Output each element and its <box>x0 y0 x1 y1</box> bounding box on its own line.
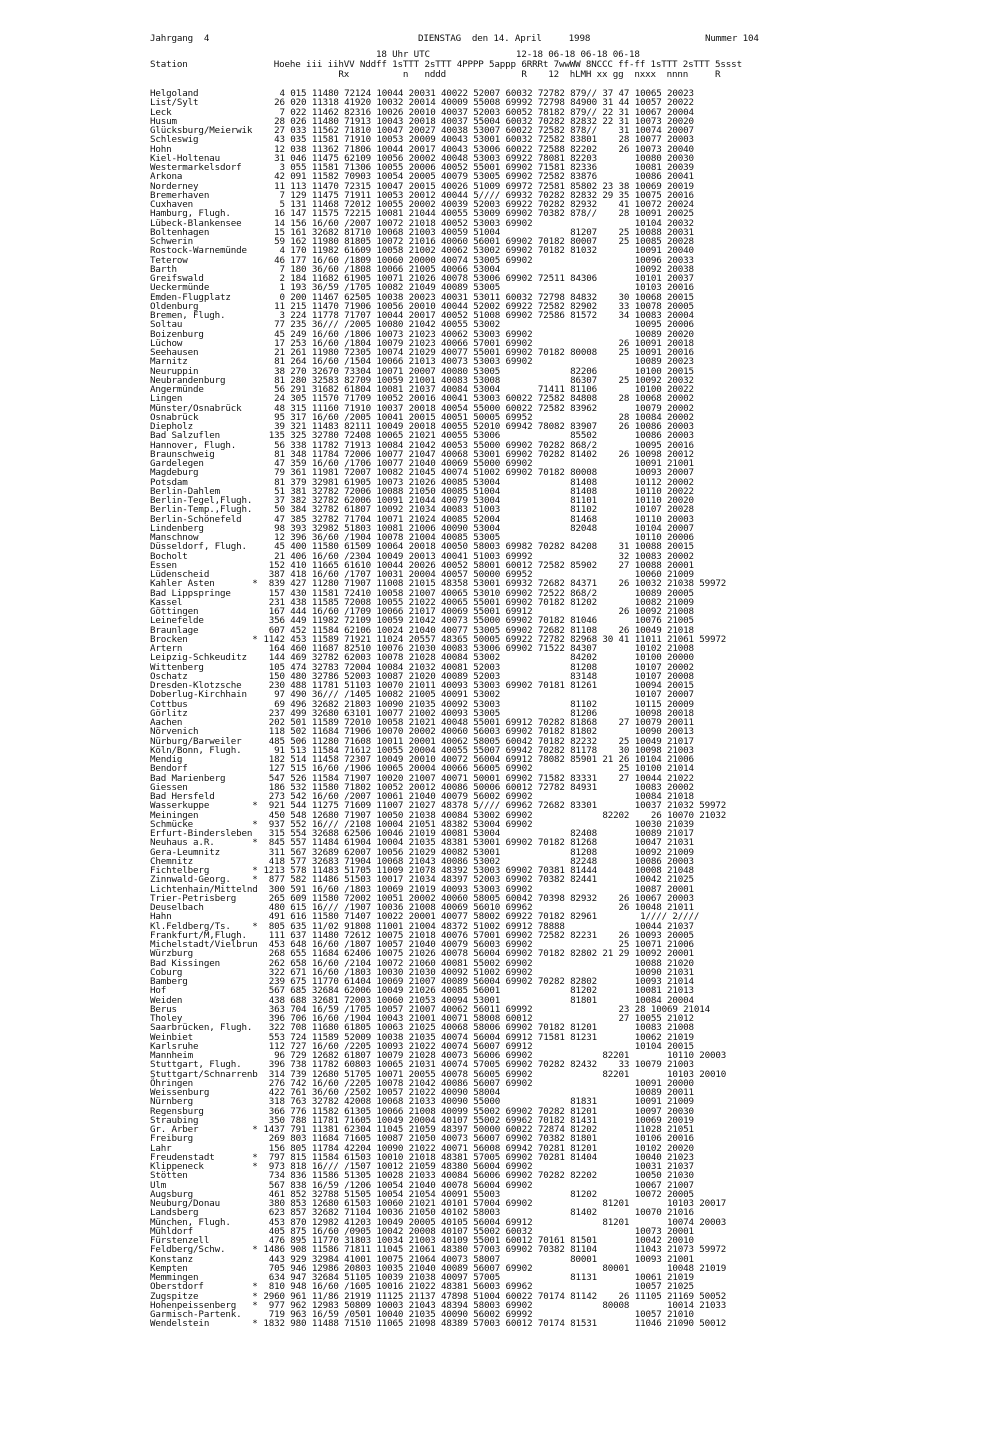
station-values: 150 480 32786 52003 10087 21020 40089 52003 83148 10107 20008 <box>258 670 694 682</box>
station-name: Norderney <box>150 180 199 192</box>
station-values: 16 147 11575 72215 10081 21044 40055 53009 69902 70382 878// 28 10091 20025 <box>258 208 694 220</box>
station-values: 480 615 16/// /1907 10036 21008 40069 56010 69962 26 10048 21011 <box>258 902 694 913</box>
station-name: Ulm <box>150 1179 167 1191</box>
station-values: 156 805 11784 42204 10090 21022 40071 56008 69942 70281 81201 10102 20020 <box>258 1142 694 1154</box>
station-name: Bremerhaven <box>150 189 210 201</box>
station-values: 77 235 36/// /2005 10080 21042 40055 53002 10095 20006 <box>258 319 694 331</box>
station-values: 4 015 11480 72124 10044 20031 40022 52007 60032 72782 879// 37 47 10065 20023 <box>258 88 694 99</box>
station-values: 268 655 11684 62406 10075 21026 40078 56004 69902 70182 82802 21 29 10092 20001 <box>258 948 694 960</box>
station-values: 276 742 16/60 /2205 10078 21042 40086 56007 69902 10091 20000 <box>258 1077 694 1089</box>
station-values: 719 963 16/59 /0501 10040 21035 40090 56002 69992 10057 21010 <box>258 1309 694 1320</box>
station-values: 1213 578 11483 51705 11009 21078 48392 53003 69902 70381 81444 10008 21048 <box>258 865 694 876</box>
station-name: Schleswig <box>150 134 199 146</box>
station-values: 366 776 11582 61305 10066 21008 40099 55002 69902 70282 81201 10097 20030 <box>258 1105 694 1117</box>
station-values: 56 291 31682 61804 10081 21037 40084 53004 71411 81106 10100 20022 <box>258 384 694 395</box>
station-name: Diepholz <box>150 421 194 432</box>
station-name: Giessen <box>150 781 188 793</box>
station-values: 705 946 12986 20803 10035 21040 40089 56007 69902 80001 10048 21019 <box>258 1262 727 1274</box>
station-name: Öhringen <box>150 1077 194 1089</box>
station-name: Mendig <box>150 754 183 765</box>
station-name: Kahler Asten * <box>150 578 258 590</box>
station-name: Köln/Bonn, Flugh. <box>150 744 242 756</box>
table-header <box>150 50 910 80</box>
station-name: Bendorf <box>150 763 188 775</box>
station-name: Dresden-Klotzsche <box>150 680 242 691</box>
station-name: Freiburg <box>150 1133 194 1145</box>
station-name: Berlin-Schönefeld <box>150 513 242 525</box>
station-values: 2960 961 11/86 21919 11125 21137 47898 51004 60022 70174 81142 26 11105 21169 50052 <box>258 1290 727 1302</box>
station-name: Düsseldorf, Flugh. <box>150 541 247 553</box>
station-values: 623 857 32682 71104 10036 21050 40102 58003 81402 10070 21016 <box>258 1207 694 1219</box>
station-values: 135 325 32780 72408 10065 21021 40055 53006 85502 10086 20003 <box>258 430 694 442</box>
station-name: Schwerin <box>150 236 194 247</box>
station-values: 239 675 11770 61404 10069 21007 40089 56004 69902 70282 82802 10093 21014 <box>258 976 694 987</box>
station-name: Konstanz <box>150 1253 194 1265</box>
station-values: 39 321 11483 82111 10049 20018 40055 52010 69942 78082 83907 26 10086 20003 <box>258 421 694 432</box>
station-values: 921 544 11275 71609 11007 21027 48378 5//// 69962 72682 83301 10037 21032 59972 <box>258 800 727 812</box>
station-name: Bad Lippspringe <box>150 587 231 599</box>
station-values: 47 359 16/60 /1706 10077 21040 40069 55000 69902 10091 21001 <box>258 458 694 469</box>
station-values: 810 948 16/60 /1605 10016 21022 48381 56003 69962 10057 21025 <box>258 1281 694 1293</box>
station-name: Wasserkuppe * <box>150 800 258 812</box>
station-values: 152 410 11665 61610 10044 20026 40052 58001 60012 72582 85902 27 10088 20001 <box>258 559 694 571</box>
station-name: List/Sylt <box>150 97 199 109</box>
station-name: Kempten <box>150 1262 188 1274</box>
station-values: 405 875 16/60 /0905 10042 20008 40107 55002 60032 10073 20001 <box>258 1225 694 1237</box>
station-values: 453 870 12982 41203 10049 20005 40105 56004 69912 81201 10074 20003 <box>258 1216 727 1228</box>
station-name: Hohn <box>150 143 172 155</box>
station-name: Hohenpeissenberg * <box>150 1299 258 1311</box>
station-values: 4 170 11982 61609 10058 21002 40062 53002 69902 70182 81032 10091 20040 <box>258 245 694 257</box>
station-name: Magdeburg <box>150 467 199 479</box>
station-name: Cottbus <box>150 698 188 710</box>
station-values: 485 506 11280 71608 10011 20001 40062 58005 60042 70182 82232 25 10049 21017 <box>258 735 694 747</box>
station-values: 59 162 11980 81805 10072 21016 40060 56001 69902 70182 80007 25 10085 20028 <box>258 236 694 247</box>
station-name: Oschatz <box>150 670 188 682</box>
station-name: Bad Kissingen <box>150 957 220 969</box>
station-values: 144 469 32782 62003 10078 21028 40084 53002 84202 10100 20000 <box>258 652 694 664</box>
station-name: Nürnberg <box>150 1096 194 1108</box>
station-name: Essen <box>150 559 177 571</box>
station-name: Braunlage <box>150 624 199 636</box>
station-name: Marnitz <box>150 356 188 368</box>
station-values: 112 727 16/60 /2205 10093 21022 40074 56007 69912 10104 20015 <box>258 1040 694 1052</box>
station-values: 17 253 16/60 /1804 10079 21023 40066 57001 69902 26 10091 20018 <box>258 337 694 349</box>
station-name: Berlin-Tegel,Flugh. <box>150 495 253 506</box>
station-values: 186 532 11580 71802 10052 20012 40086 50006 60012 72782 84931 10083 20002 <box>258 781 694 793</box>
station-name: Stötten <box>150 1170 188 1182</box>
station-values: 356 449 11982 72109 10059 21042 40073 55000 69902 70182 81046 10076 21005 <box>258 615 694 627</box>
station-values: 111 637 11480 72612 10075 21018 40076 57001 69902 72582 82231 26 10093 20005 <box>258 929 694 941</box>
station-name: Lingen <box>150 393 183 405</box>
station-name: Straubing <box>150 1114 199 1126</box>
station-values: 547 526 11584 71907 10020 21007 40071 50001 69902 71582 83331 27 10044 21022 <box>258 772 694 784</box>
station-values: 322 671 16/60 /1803 10030 21030 40092 51002 69902 10090 21031 <box>258 966 694 978</box>
station-values: 47 385 32782 71704 10071 21024 40085 52004 81468 10110 20003 <box>258 513 694 525</box>
page-header <box>150 34 780 46</box>
station-name: Freudenstadt * <box>150 1151 258 1163</box>
station-name: Wittenberg <box>150 661 204 673</box>
station-name: Bad Hersfeld <box>150 791 215 802</box>
station-name: Landsberg <box>150 1207 199 1219</box>
station-values: 422 761 36/60 /2502 10057 21022 40090 58004 10089 20011 <box>258 1087 694 1098</box>
station-values: 461 852 32788 51505 10054 21054 40091 55003 81202 10072 20005 <box>258 1188 694 1200</box>
station-values: 311 567 32689 62007 10056 21029 40082 53001 81208 10092 21009 <box>258 846 694 858</box>
station-values: 43 035 11581 71910 10053 20009 40043 53001 60032 72582 83801 28 10077 20003 <box>258 134 694 146</box>
station-values: 491 616 11580 71407 10022 20001 40077 58002 69922 70182 82961 1//// 2//// <box>258 911 700 923</box>
station-values: 476 895 11770 31803 10034 21003 40109 55001 60012 70161 81501 10042 20010 <box>258 1235 694 1246</box>
station-values: 1 193 36/59 /1705 10082 21049 40089 53005 10103 20016 <box>258 282 694 294</box>
station-name: Frankfurt/M,Flugh. <box>150 929 247 941</box>
station-values: 300 591 16/60 /1803 10069 21019 40093 53003 69902 10087 20001 <box>258 883 694 895</box>
station-name: Hof <box>150 985 167 997</box>
station-name: Münster/Osnabrück <box>150 402 242 414</box>
station-values: 977 962 12983 50809 10003 21043 48394 58003 69902 80008 10014 21033 <box>258 1299 727 1311</box>
station-name: Doberlug-Kirchhain <box>150 689 247 701</box>
station-values: 127 515 16/60 /1906 10065 20004 40066 56005 69902 25 10100 21014 <box>258 763 694 775</box>
station-name: Leipzig-Schkeuditz <box>150 652 247 664</box>
station-values: 51 381 32782 72006 10088 21050 40085 51004 81408 10110 20022 <box>258 485 694 497</box>
station-values: 12 038 11362 71806 10044 20017 40043 53006 60022 72588 82202 26 10073 20040 <box>258 143 694 155</box>
station-name: Bocholt <box>150 550 188 562</box>
station-values: 5 131 11468 72012 10055 20002 40039 52003 69922 70282 82932 41 10072 20024 <box>258 199 694 210</box>
station-values: 95 317 16/60 /2005 10041 20015 40051 50005 69952 28 10084 20002 <box>258 411 694 423</box>
station-name: Weiden <box>150 994 183 1006</box>
station-values: 937 552 16/// /2108 10004 21051 48382 53004 69902 10030 21039 <box>258 818 694 830</box>
station-values: 634 947 32684 51105 10039 21038 40097 57005 81131 10061 21019 <box>258 1272 694 1283</box>
station-name: Saarbrücken, Flugh. <box>150 1022 253 1034</box>
station-values: 15 161 32682 81710 10068 21003 40059 51004 81207 25 10088 20031 <box>258 226 694 238</box>
station-values: 230 488 11781 51103 10070 21011 40093 53003 69902 70181 81261 10094 20015 <box>258 680 694 691</box>
station-name: Hamburg, Flugh. <box>150 208 231 220</box>
station-values: 69 496 32682 21803 10090 21035 40092 53003 81102 10115 20009 <box>258 698 694 710</box>
station-values: 167 444 16/60 /1709 10066 21017 40069 55001 69912 26 10092 21008 <box>258 606 694 617</box>
station-values: 607 452 11584 62106 10024 21040 40077 53005 69902 72682 81108 26 10049 21018 <box>258 624 694 636</box>
station-values: 37 382 32782 62006 10091 21044 40079 53004 81101 10110 20020 <box>258 495 694 506</box>
station-values: 46 177 16/60 /1809 10060 20000 40074 53005 69902 10096 20033 <box>258 254 694 266</box>
station-name: Nürburg/Barweiler <box>150 735 242 747</box>
station-values: 314 739 12680 51705 10071 20055 40078 56005 69902 82201 10103 20010 <box>258 1068 727 1080</box>
station-name: Feldberg/Schw. * <box>150 1244 258 1256</box>
station-values: 318 763 32782 42008 10068 21033 40090 55000 81831 10091 21009 <box>258 1096 694 1108</box>
station-values: 14 156 16/60 /2007 10072 21018 40052 53003 69902 10104 20032 <box>258 217 694 229</box>
station-values: 438 688 32681 72003 10060 21053 40094 53001 81801 10084 20004 <box>258 994 694 1006</box>
station-values: 11 215 11470 71906 10056 20010 40044 52002 69922 72582 82902 33 10078 20005 <box>258 300 694 312</box>
station-name: Potsdam <box>150 476 188 488</box>
station-values: 27 033 11562 71810 10047 20027 40038 53007 60022 72582 878// 31 10074 20007 <box>258 125 694 136</box>
station-name: Chemnitz <box>150 855 194 867</box>
station-name: Berus <box>150 1003 177 1015</box>
station-values: 380 853 12680 61503 10060 21021 40101 57004 69902 81201 10103 20017 <box>258 1198 727 1209</box>
station-name: Artern <box>150 643 183 654</box>
station-name: Wendelstein * <box>150 1318 258 1330</box>
station-values: 31 046 11475 62109 10056 20002 40048 53003 69922 78081 82203 10080 20030 <box>258 152 694 164</box>
station-name: Lichtenhain/Mittelnd <box>150 883 258 895</box>
station-values: 315 554 32688 62506 10046 21019 40081 53004 82408 10089 21017 <box>258 828 694 839</box>
station-values: 231 438 11585 72008 10055 21022 40065 55001 69902 70182 81202 10082 21009 <box>258 596 694 608</box>
station-name: Memmingen <box>150 1272 199 1283</box>
station-name: Augsburg <box>150 1188 194 1200</box>
station-name: Helgoland <box>150 88 199 99</box>
station-values: 567 685 32684 62006 10049 21026 40085 56001 81202 10081 21013 <box>258 985 694 997</box>
station-values: 973 818 16/// /1507 10012 21059 48380 56004 69902 10031 21037 <box>258 1161 694 1172</box>
station-values: 182 514 11458 72307 10049 20010 40072 56004 69912 78082 85901 21 26 10104 21006 <box>258 754 694 765</box>
station-name: Berlin-Temp.,Flugh. <box>150 504 253 516</box>
station-name: Nörvenich <box>150 726 199 738</box>
station-name: Bad Salzuflen <box>150 430 220 442</box>
station-values: 387 418 16/60 /1707 10031 20004 40057 50000 69952 10060 21009 <box>258 569 694 580</box>
station-name: Barth <box>150 263 177 275</box>
station-values: 26 020 11318 41920 10032 20014 40009 55008 69992 72798 84900 31 44 10057 20022 <box>258 97 694 109</box>
station-name: Westermarkelsdorf <box>150 162 242 173</box>
station-values: 269 803 11684 71605 10087 21050 40073 56007 69902 70382 81801 10106 20016 <box>258 1133 694 1145</box>
station-name: Lübeck-Blankensee <box>150 217 242 229</box>
station-name: Schmücke * <box>150 818 258 830</box>
station-name: Kl.Feldberg/Ts. * <box>150 920 258 932</box>
station-name: Neuburg/Donau <box>150 1198 220 1209</box>
station-name: Mannheim <box>150 1050 194 1061</box>
station-values: 797 815 11584 61503 10010 21018 48381 57005 69902 70281 81404 10040 21023 <box>258 1151 694 1163</box>
station-values: 7 022 11462 82316 10026 20010 40037 52003 60052 78182 879// 22 31 10067 20004 <box>258 106 694 118</box>
station-values: 1437 791 11381 62304 11045 21059 48397 50000 60022 72874 81202 11028 21051 <box>258 1124 694 1135</box>
station-values: 322 708 11680 61805 10063 21025 40068 58006 69902 70182 81201 10083 21008 <box>258 1022 694 1034</box>
station-values: 396 738 11782 60803 10065 21031 40074 57005 69902 70282 82432 33 10079 21003 <box>258 1059 694 1071</box>
station-name: Gera-Leumnitz <box>150 846 220 858</box>
station-values: 28 026 11480 71913 10043 20018 40037 55004 60032 70282 82832 22 31 10073 20020 <box>258 115 694 127</box>
station-name: Manschnow <box>150 532 199 543</box>
station-values: 50 384 32782 61807 10092 21034 40083 51003 81102 10107 20028 <box>258 504 694 516</box>
station-name: Oldenburg <box>150 300 199 312</box>
station-values: 845 557 11484 61904 10004 21035 48381 53001 69902 70182 81268 10047 21031 <box>258 837 694 849</box>
station-table <box>150 89 930 1329</box>
station-values: 3 055 11581 71306 10055 20006 40052 55001 69902 71581 82336 10081 20039 <box>258 162 694 173</box>
station-name: Soltau <box>150 319 183 331</box>
station-values: 96 729 12682 61807 10079 21028 40073 56006 69902 82201 10110 20003 <box>258 1050 727 1061</box>
station-name: Stuttgart, Flugh. <box>150 1059 242 1071</box>
station-name: Weinbiet <box>150 1031 194 1043</box>
station-values: 11 113 11470 72315 10047 20015 40026 51009 69972 72581 85802 23 38 10069 20019 <box>258 180 694 192</box>
station-name: Berlin-Dahlem <box>150 485 220 497</box>
station-values: 105 474 32783 72004 10084 21032 40081 52003 81208 10107 20002 <box>258 661 694 673</box>
station-name: Ueckermünde <box>150 282 210 294</box>
station-name: Cuxhaven <box>150 199 194 210</box>
station-values: 2 184 11682 61905 10071 21026 40078 53006 69902 72511 84306 10101 20037 <box>258 273 694 284</box>
station-values: 553 724 11589 52009 10038 21035 40074 56004 69912 71581 81231 10062 21019 <box>258 1031 694 1043</box>
station-name: Zinnwald-Georg. * <box>150 874 258 886</box>
station-name: Regensburg <box>150 1105 204 1117</box>
station-values: 81 379 32981 61905 10073 21026 40085 53004 81408 10112 20002 <box>258 476 694 488</box>
station-name: Bremen, Flugh. <box>150 310 226 321</box>
station-name: Rostock-Warnemünde <box>150 245 247 257</box>
station-values: 265 609 11580 72002 10051 20002 40060 58005 60042 70398 82932 26 10067 20003 <box>258 892 694 904</box>
station-name: Aachen <box>150 717 183 728</box>
station-values: 1832 980 11488 71510 11065 21098 48389 57003 60012 70174 81531 11046 21090 50012 <box>258 1318 727 1330</box>
station-values: 7 129 11475 71911 10053 20012 40044 5//// 69932 70282 82832 29 35 10075 20016 <box>258 189 694 201</box>
table-row <box>150 1319 930 1328</box>
station-values: 7 180 36/60 /1808 10066 21005 40066 53004 10092 20038 <box>258 263 694 275</box>
station-values: 42 091 11582 70903 10054 20005 40079 53005 69902 72582 83876 10086 20041 <box>258 171 694 183</box>
header-line-2: Station Hoehe iii iihVV Nddff 1sTTT 2sTTT 4PPPP 5appp 6RRRt 7wwWW 8NCCC ff-ff 1sTTT 2sTTT 5ssst <box>150 59 742 70</box>
station-values: 21 406 16/60 /2304 10049 20013 40041 51003 69992 32 10083 20002 <box>258 550 694 562</box>
station-name: Leinefelde <box>150 615 204 627</box>
station-name: Neuhaus a.R. * <box>150 837 258 849</box>
station-values: 805 635 11/02 91808 11001 21004 48372 51002 69912 78888 10044 21037 <box>258 920 694 932</box>
station-values: 81 264 16/60 /1504 10066 21013 40073 53003 69902 10089 20023 <box>258 356 694 368</box>
station-name: Boizenburg <box>150 328 204 340</box>
station-name: Angermünde <box>150 384 204 395</box>
station-name: Fürstenzell <box>150 1235 210 1246</box>
station-name: Neuruppin <box>150 365 199 377</box>
station-name: Gardelegen <box>150 458 204 469</box>
station-name: Lüchow <box>150 337 183 349</box>
station-values: 1142 453 11589 71921 11024 20557 48365 50005 69922 72782 82968 30 41 11011 21061 59972 <box>258 633 727 645</box>
station-name: München, Flugh. <box>150 1216 231 1228</box>
station-name: Boltenhagen <box>150 226 210 238</box>
station-values: 443 929 32984 41001 10075 21064 40073 58007 80001 10093 21001 <box>258 1253 694 1265</box>
station-name: Lüdenscheid <box>150 569 210 580</box>
station-values: 0 200 11467 62505 10038 20023 40031 53011 60032 72798 84832 30 10068 20015 <box>258 291 694 303</box>
station-values: 262 658 16/60 /2104 10072 21060 40081 55002 69902 10088 21020 <box>258 957 694 969</box>
station-name: Trier-Petrisberg <box>150 892 237 904</box>
station-values: 98 393 32982 51803 10081 21006 40090 53004 82048 10104 20007 <box>258 522 694 534</box>
station-values: 567 838 16/59 /1206 10054 21040 40078 56004 69902 10067 21007 <box>258 1179 694 1191</box>
station-name: Arkona <box>150 171 183 183</box>
jahrgang-label: Jahrgang 4 <box>150 33 210 44</box>
station-values: 79 361 11981 72007 10082 21045 40074 51002 69902 70182 80008 10093 20007 <box>258 467 694 479</box>
header-line-3: Rx n nddd R 12 hLMH xx gg nxxx nnnn R <box>150 69 721 80</box>
station-values: 81 348 11784 72006 10077 21047 40068 53001 69902 70282 81402 26 10098 20012 <box>258 448 694 460</box>
station-name: Karlsruhe <box>150 1040 199 1052</box>
station-values: 877 582 11486 51503 10017 21034 48397 52003 69902 70382 82441 10042 21025 <box>258 874 694 886</box>
station-name: Zugspitze * <box>150 1290 258 1302</box>
station-values: 38 270 32670 73304 10071 20007 40080 53005 82206 10100 20015 <box>258 365 694 377</box>
station-name: Greifswald <box>150 273 204 284</box>
station-values: 363 704 16/59 /1705 10057 21007 40062 56011 69992 23 28 10069 21014 <box>258 1003 711 1015</box>
station-name: Husum <box>150 115 177 127</box>
station-name: Klippeneck * <box>150 1161 258 1172</box>
station-name: Bad Marienberg <box>150 772 226 784</box>
station-values: 45 249 16/60 /1806 10073 21023 40062 53003 69902 10089 20020 <box>258 328 694 340</box>
station-name: Mühldorf <box>150 1225 194 1237</box>
station-name: Lindenberg <box>150 522 204 534</box>
station-name: Seehausen <box>150 347 199 358</box>
station-values: 56 338 11782 71913 10084 21042 40053 55000 69902 70282 868/2 10095 20016 <box>258 439 694 451</box>
station-name: Hannover, Flugh. <box>150 439 237 451</box>
station-values: 396 706 16/60 /1904 10043 21001 40071 58008 60012 27 10055 21012 <box>258 1013 694 1024</box>
station-name: Görlitz <box>150 707 188 719</box>
station-name: Gr. Arber * <box>150 1124 258 1135</box>
station-name: Weissenburg <box>150 1087 210 1098</box>
station-name: Göttingen <box>150 606 199 617</box>
station-values: 48 315 11160 71910 10037 20018 40054 55000 60022 72582 83962 10079 20002 <box>258 402 694 414</box>
station-values: 81 280 32583 82709 10059 21001 40083 53008 86307 25 10092 20032 <box>258 374 694 386</box>
station-name: Garmisch-Partenk. <box>150 1309 242 1320</box>
station-values: 91 513 11584 71612 10055 20004 40055 55007 69942 70282 81178 30 10098 21003 <box>258 744 694 756</box>
station-name: Brocken * <box>150 633 258 645</box>
station-values: 164 460 11687 82510 10076 21030 40083 53006 69902 71522 84307 10102 21008 <box>258 643 694 654</box>
station-name: Würzburg <box>150 948 194 960</box>
station-name: Osnabrück <box>150 411 199 423</box>
station-values: 350 788 11781 71605 10049 20004 40107 55002 69962 70182 81431 10069 20019 <box>258 1114 694 1126</box>
station-name: Michelstadt/Vielbrun <box>150 939 258 950</box>
station-name: Oberstdorf * <box>150 1281 258 1293</box>
station-name: Tholey <box>150 1013 183 1024</box>
station-name: Coburg <box>150 966 183 978</box>
station-name: Stuttgart/Schnarrenb <box>150 1068 258 1080</box>
station-name: Braunschweig <box>150 448 215 460</box>
station-name: Kiel-Holtenau <box>150 152 220 164</box>
station-name: Erfurt-Bindersleben <box>150 828 253 839</box>
station-values: 12 396 36/60 /1904 10078 21004 40085 53005 10110 20006 <box>258 532 694 543</box>
station-values: 418 577 32683 71904 10068 21043 40086 53002 82248 10086 20003 <box>258 855 694 867</box>
station-values: 734 836 11586 51305 10028 21033 40084 56006 69902 70282 82202 10050 21030 <box>258 1170 694 1182</box>
station-values: 3 224 11778 71707 10044 20017 40052 51008 69902 72586 81572 34 10083 20004 <box>258 310 694 321</box>
station-values: 118 502 11684 71906 10070 20002 40060 56003 69902 70182 81802 10090 20013 <box>258 726 694 738</box>
station-values: 1486 908 11586 71811 11045 21061 48380 57003 69902 70382 81104 11043 21073 59972 <box>258 1244 727 1256</box>
station-name: Kassel <box>150 596 183 608</box>
station-values: 97 490 36/// /1405 10082 21005 40091 53002 10107 20007 <box>258 689 694 701</box>
station-values: 157 430 11581 72410 10058 21007 40065 53010 69902 72522 868/2 10089 20005 <box>258 587 694 599</box>
station-name: Glücksburg/Meierwik <box>150 125 253 136</box>
nummer-label: Nummer 104 <box>705 33 759 44</box>
station-name: Bamberg <box>150 976 188 987</box>
station-values: 21 261 11980 72305 10074 21029 40077 55001 69902 70182 80008 25 10091 20016 <box>258 347 694 358</box>
station-values: 202 501 11589 72010 10058 21021 40048 55001 69912 70282 81868 27 10079 20011 <box>258 717 694 728</box>
station-name: Leck <box>150 106 172 118</box>
station-name: Fichtelberg * <box>150 865 258 876</box>
station-name: Meiningen <box>150 809 199 821</box>
header-line-1: 18 Uhr UTC 12-18 06-18 06-18 06-18 <box>150 49 640 60</box>
station-values: 237 499 32680 63101 10077 21002 40093 53005 81206 10098 20018 <box>258 707 694 719</box>
date-label: DIENSTAG den 14. April 1998 <box>418 33 591 44</box>
station-name: Lahr <box>150 1142 172 1154</box>
station-name: Emden-Flugplatz <box>150 291 231 303</box>
station-name: Teterow <box>150 254 188 266</box>
station-values: 24 305 11570 71709 10052 20016 40041 53003 60022 72582 84808 28 10068 20002 <box>258 393 694 405</box>
station-name: Neubrandenburg <box>150 374 226 386</box>
station-name: Hahn <box>150 911 172 923</box>
station-values: 45 400 11580 61509 10064 20018 40050 58003 69982 70282 84208 31 10088 20015 <box>258 541 694 553</box>
station-values: 839 427 11280 71907 11008 21015 48358 53001 69932 72682 84371 26 10032 21038 59972 <box>258 578 727 590</box>
station-values: 273 542 16/60 /2007 10061 21040 40079 56002 69902 10084 21018 <box>258 791 694 802</box>
station-name: Deuselbach <box>150 902 204 913</box>
station-values: 450 548 12680 71907 10050 21038 40084 53002 69902 82202 26 10070 21032 <box>258 809 727 821</box>
station-values: 453 648 16/60 /1807 10057 21040 40079 56003 69902 25 10071 21006 <box>258 939 694 950</box>
